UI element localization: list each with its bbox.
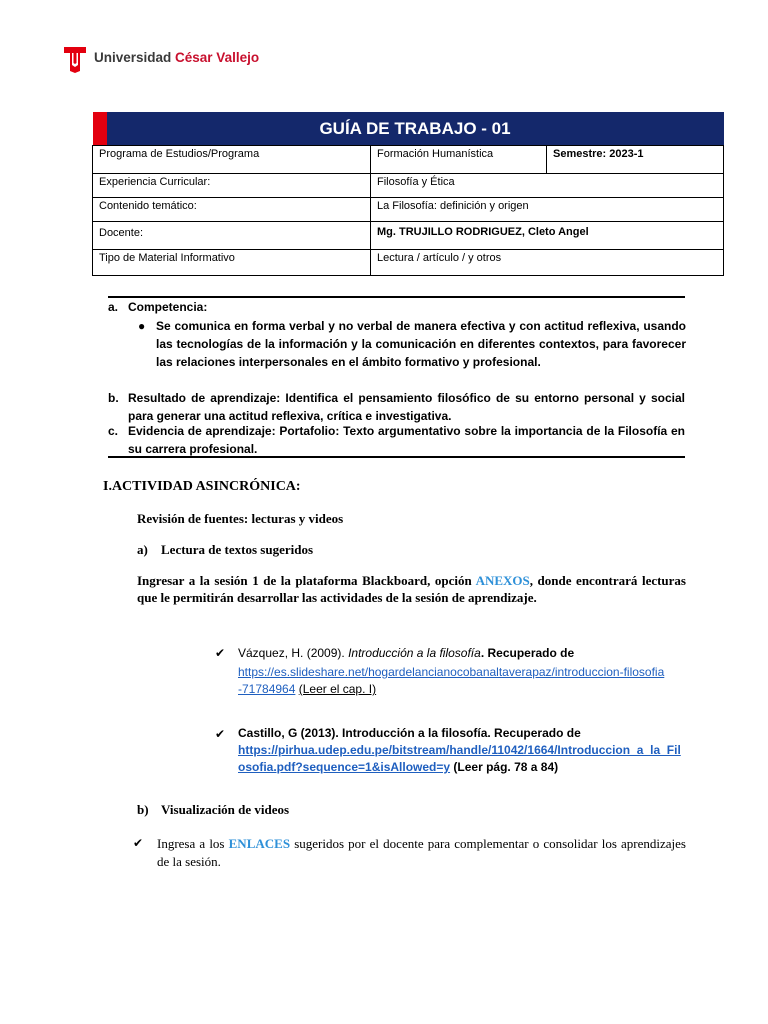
reference-2: Castillo, G (2013). Introducción a la filosofía. Recuperado de (238, 726, 581, 740)
instruction-after: , donde encontrará lecturas que le permitirán desarrollar las actividades de la sesión de aprendizaje. (137, 573, 686, 605)
reference-2-link-block (238, 742, 686, 776)
instruction-before: Ingresar a la sesión 1 de la plataforma Blackboard, opción (137, 573, 476, 588)
checkmark-icon: ✔ (133, 836, 144, 850)
semester-cell: Semestre: 2023-1 (547, 146, 724, 174)
guide-title: GUÍA DE TRABAJO - 01 (319, 119, 511, 138)
ref1-recovered: . Recuperado de (480, 646, 575, 660)
enlaces-paragraph (157, 835, 686, 871)
reference-1-link-block (238, 664, 668, 698)
table-row (93, 222, 724, 250)
section-divider-bottom (108, 456, 685, 458)
row-label: Experiencia Curricular: (93, 174, 371, 198)
university-name-regular: Universidad (94, 50, 176, 65)
activity-heading: I.ACTIVIDAD ASINCRÓNICA: (103, 479, 301, 494)
ref2-link[interactable]: https://pirhua.udep.edu.pe/bitstream/handle/11042/1664/Introduccion_a_la_Filosofia.pdf?sequence=1&isAllowed=y (238, 743, 681, 774)
bullet-icon: ● (138, 319, 146, 333)
competencia-title: Competencia: (128, 300, 208, 314)
ref1-author: Vázquez, H. (2009). (238, 646, 349, 660)
table-title-row (93, 112, 724, 146)
resultado-text: Resultado de aprendizaje: Identifica el pensamiento filosófico de su entorno personal y social para generar una actitud reflexiva, crítica e investigativa. (128, 391, 685, 423)
ref1-title: Introducción a la filosofía (348, 646, 481, 660)
row-label: Tipo de Material Informativo (93, 250, 371, 276)
row-value: Formación Humanística (371, 146, 547, 174)
checkmark-icon: ✔ (215, 727, 226, 741)
resultado-marker: b. (108, 391, 119, 405)
enlaces-link[interactable]: ENLACES (228, 836, 291, 851)
guide-info-table (92, 112, 724, 276)
item-a-marker: a) (137, 542, 148, 557)
row-label: Docente: (93, 222, 371, 250)
item-b-marker: b) (137, 802, 149, 817)
instruction-paragraph (137, 572, 686, 606)
table-row (93, 174, 724, 198)
table-row (93, 250, 724, 276)
row-value: La Filosofía: definición y origen (371, 198, 724, 222)
evidencia-text: Evidencia de aprendizaje: Portafolio: Texto argumentativo sobre la importancia de la Filosofía en su carrera profesional. (128, 424, 685, 456)
competencia-text: Se comunica en forma verbal y no verbal de manera efectiva y con actitud reflexiva, usando las tecnologías de la información y la comunicación en diferentes contextos, para favorecer las relaciones interpersonales en el ámbito formativo y profesional. (156, 319, 686, 369)
table-row (93, 146, 724, 174)
competencia-marker: a. (108, 300, 119, 314)
red-accent-strip (93, 112, 107, 145)
evidencia-marker: c. (108, 424, 119, 438)
anexos-link[interactable]: ANEXOS (475, 573, 530, 588)
row-label: Contenido temático: (93, 198, 371, 222)
item-b-title: Visualización de videos (161, 802, 290, 817)
checkmark-icon: ✔ (215, 646, 226, 660)
university-name-bold: César Vallejo (175, 50, 260, 65)
table-title-cell (93, 112, 724, 146)
reference-1 (238, 645, 686, 662)
table-row (93, 198, 724, 222)
enlaces-before: Ingresa a los (157, 836, 229, 851)
item-a-title: Lectura de textos sugeridos (161, 542, 314, 557)
enlaces-after: sugeridos por el docente para complementar o consolidar los aprendizajes de la sesión. (157, 836, 686, 869)
university-shield-icon (63, 45, 87, 73)
university-logo (63, 45, 283, 75)
ref1-note: (Leer el cap. I) (298, 682, 377, 696)
ref1-link[interactable]: https://es.slideshare.net/hogardelancianocobanaltaverapaz/introduccion-filosofia-71784964 (238, 665, 665, 696)
row-value: Filosofía y Ética (371, 174, 724, 198)
row-value: Lectura / artículo / y otros (371, 250, 724, 276)
activity-subheading: Revisión de fuentes: lecturas y videos (137, 511, 344, 526)
ref2-note: (Leer pág. 78 a 84) (450, 760, 559, 774)
university-name (94, 50, 259, 65)
row-label: Programa de Estudios/Programa (93, 146, 371, 174)
teacher-name: Mg. TRUJILLO RODRIGUEZ, Cleto Angel (371, 222, 724, 250)
